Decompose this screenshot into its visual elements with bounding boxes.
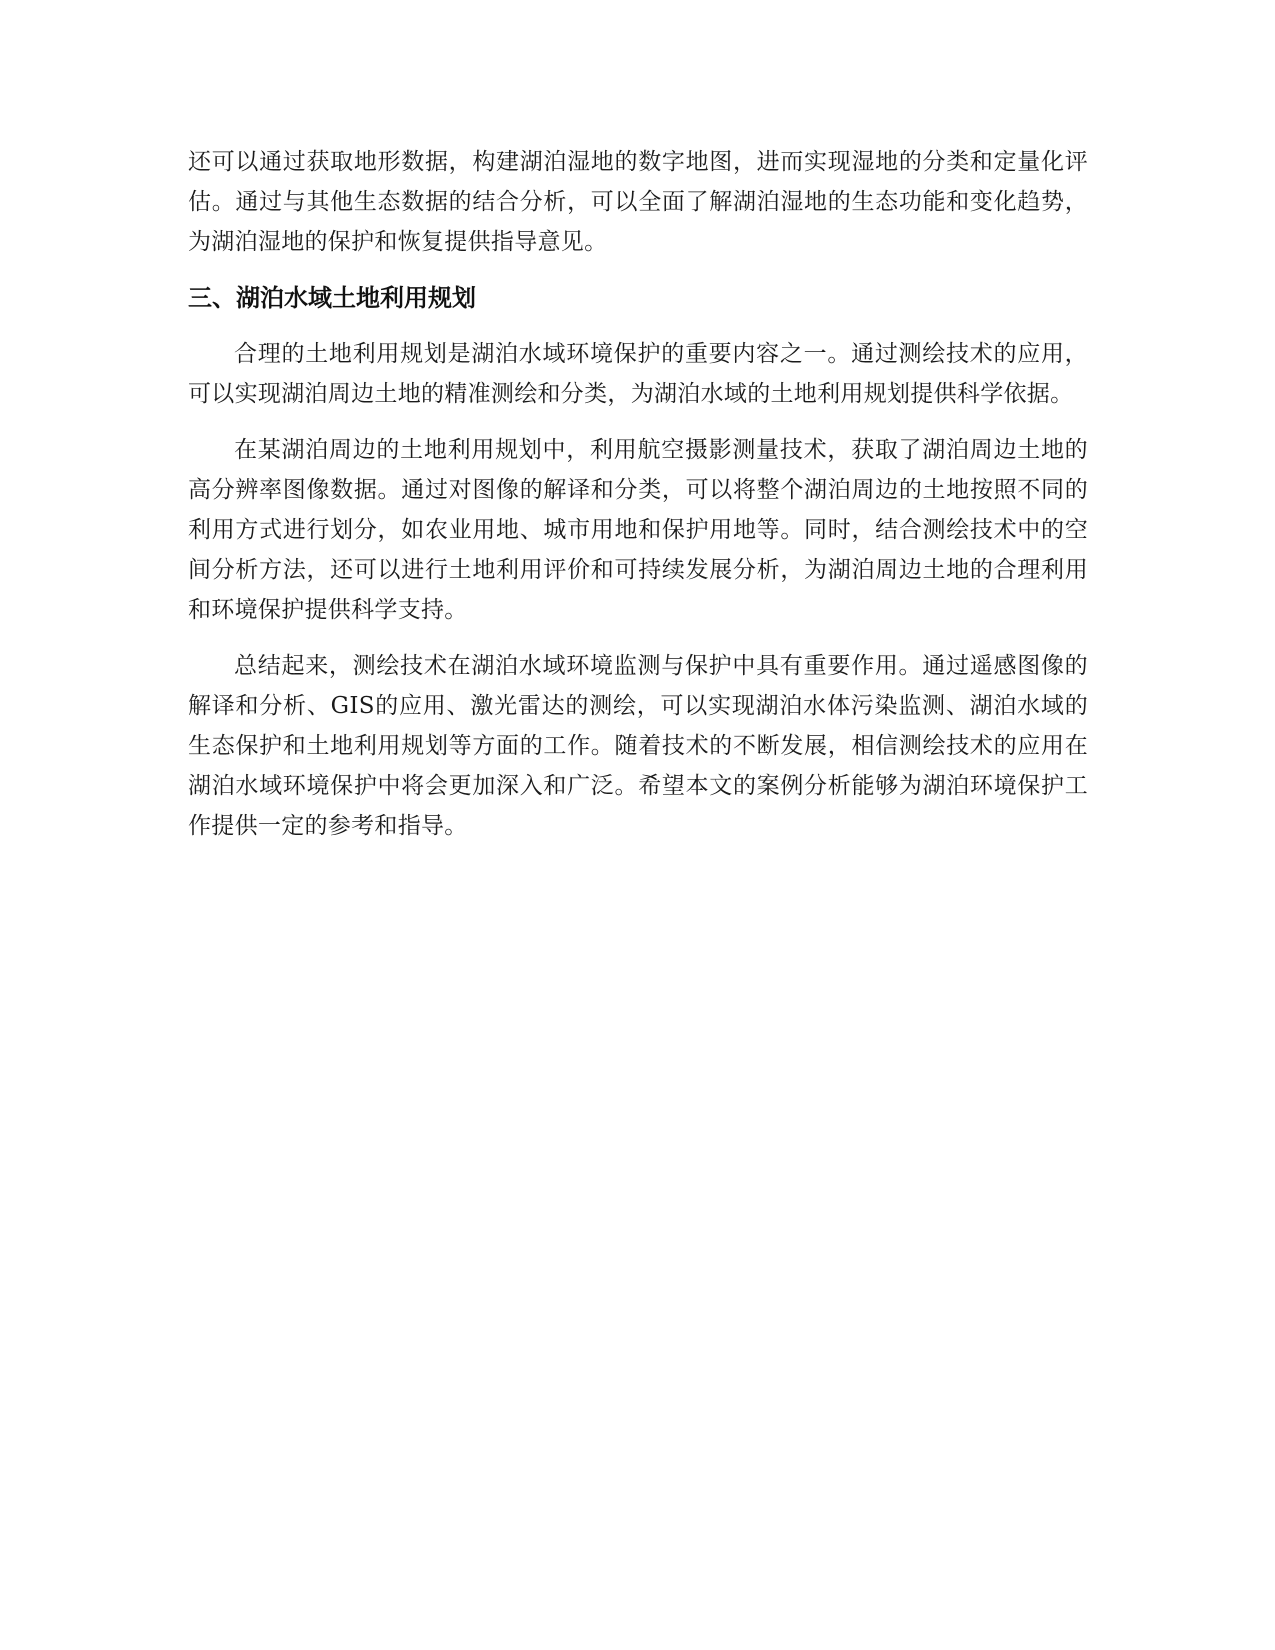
- document-body: [188, 142, 1088, 862]
- body-paragraph-1: 合理的土地利用规划是湖泊水域环境保护的重要内容之一。通过测绘技术的应用，可以实现湖泊周边土地的精准测绘和分类，为湖泊水域的土地利用规划提供科学依据。: [188, 341, 1088, 407]
- body-paragraph-2: 在某湖泊周边的土地利用规划中，利用航空摄影测量技术，获取了湖泊周边土地的高分辨率图像数据。通过对图像的解译和分类，可以将整个湖泊周边的土地按照不同的利用方式进行划分，如农业用地、城市用地和保护用地等。同时，结合测绘技术中的空间分析方法，还可以进行土地利用评价和可持续发展分析，为湖泊周边土地的合理利用和环境保护提供科学支持。: [188, 437, 1088, 623]
- body-paragraph-3: 总结起来，测绘技术在湖泊水域环境监测与保护中具有重要作用。通过遥感图像的解译和分析、GIS的应用、激光雷达的测绘，可以实现湖泊水体污染监测、湖泊水域的生态保护和土地利用规划等方面的工作。随着技术的不断发展，相信测绘技术的应用在湖泊水域环境保护中将会更加深入和广泛。希望本文的案例分析能够为湖泊环境保护工作提供一定的参考和指导。: [188, 653, 1088, 839]
- continued-paragraph: 还可以通过获取地形数据，构建湖泊湿地的数字地图，进而实现湿地的分类和定量化评估。通过与其他生态数据的结合分析，可以全面了解湖泊湿地的生态功能和变化趋势，为湖泊湿地的保护和恢复提供指导意见。: [188, 149, 1088, 255]
- section-heading: 三、湖泊水域土地利用规划: [188, 284, 476, 312]
